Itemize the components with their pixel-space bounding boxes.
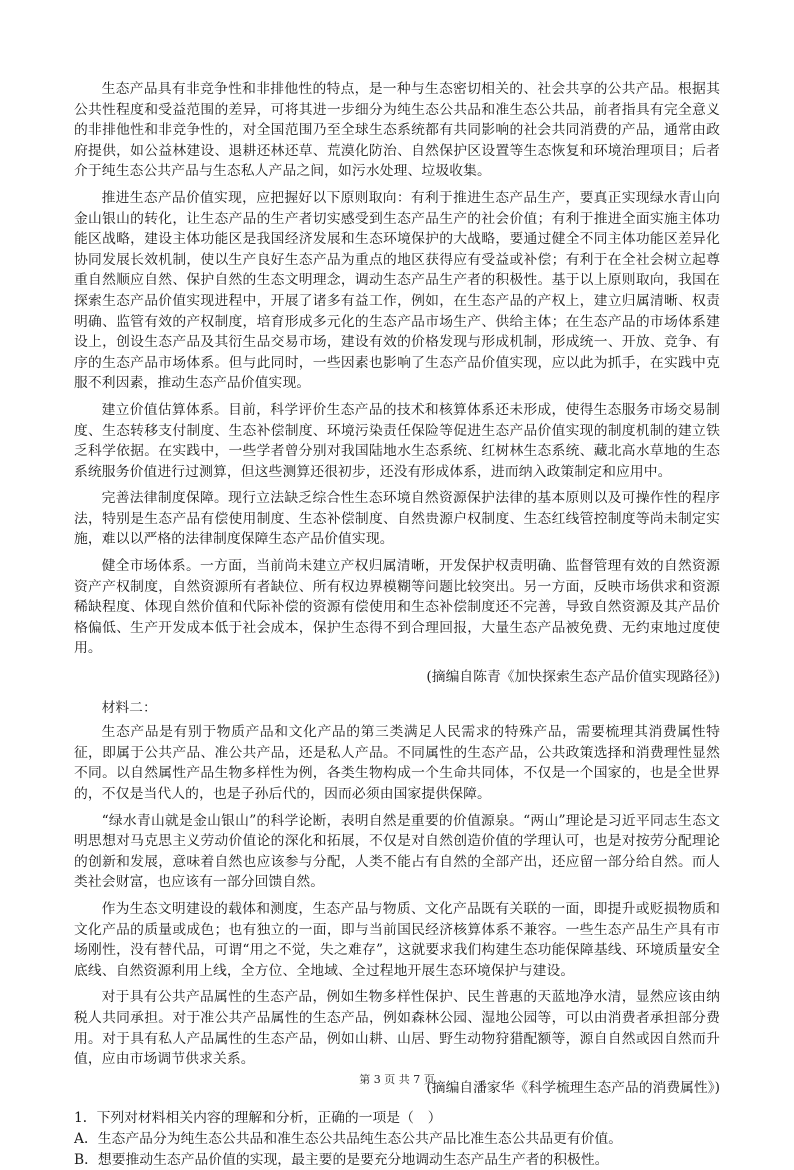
material2-section xyxy=(74,698,720,1099)
material2-source: (摘编自潘家华《科学梳理生态产品的消费属性》) xyxy=(74,1078,720,1099)
question-1-option-b: B．想要推动生态产品价值的实现，最主要的是要充分地调动生态产品生产者的积极性。 xyxy=(74,1150,720,1170)
material1-source: (摘编自陈青《加快探索生态产品价值实现路径》) xyxy=(74,667,720,688)
material1-paragraph-2: 推进生态产品价值实现，应把握好以下原则取向：有利于推进生态产品生产，要真正实现绿水青山向金山银山的转化，让生态产品的生产者切实感受到生态产品生产的社会价值；有利于推进全面实施主体功能区战略，建设主体功能区是我国经济发展和生态环境保护的大战略，要通过健全不同主体功能区差异化协同发展长效机制，使以生产良好生态产品为重点的地区获得应有受益或补偿；有利于在全社会树立起尊重自然顺应自然、保护自然的生态文明理念，调动生态产品生产者的积极性。基于以上原则取向，我国在探索生态产品价值实现进程中，开展了诸多有益工作，例如，在生态产品的产权上，建立归属清晰、权责明确、监管有效的产权制度，培育形成多元化的生态产品市场生产、供给主体；在生态产品的市场体系建设上，创设生态产品及其衍生品交易市场，建设有效的价格发现与形成机制，形成统一、开放、竞争、有序的生态产品市场体系。但与此同时，一些因素也影响了生态产品价值实现，应以此为抓手，在实践中克服不利因素，推动生态产品价值实现。 xyxy=(74,188,720,394)
material1-paragraph-4: 完善法律制度保障。现行立法缺乏综合性生态环境自然资源保护法律的基本原则以及可操作性的程序法，特别是生态产品有偿使用制度、生态补偿制度、自然贵源户权制度、生态红线管控制度等尚未制定实施，难以以严格的法律制度保障生态产品价值实现。 xyxy=(74,488,720,550)
material2-paragraph-1: 生态产品是有别于物质产品和文化产品的第三类满足人民需求的特殊产品，需要梳理其消费属性特征，即属于公共产品、准公共产品，还是私人产品。不同属性的生态产品，公共政策选择和消费理性显然不同。以自然属性产品生物多样性为例，各类生物构成一个生命共同体，不仅是一个国家的，也是全世界的，不仅是当代人的，也是子孙后代的，因而必须由国家提供保障。 xyxy=(74,722,720,804)
material2-paragraph-3: 作为生态文明建设的载体和测度，生态产品与物质、文化产品既有关联的一面，即提升或贬损物质和文化产品的质量或成色；也有独立的一面，即与当前国民经济核算体系不兼容。一些生态产品生产具有市场刚性，没有替代品，可谓“用之不觉，失之难存”，这就要求我们构建生态功能保障基线、环境质量安全底线、自然资源利用上线，全方位、全地域、全过程地开展生态环境保护与建设。 xyxy=(74,899,720,981)
material1-paragraph-5: 健全市场体系。一方面，当前尚未建立产权归属清晰，开发保护权责明确、监督管理有效的自然资源资产产权制度，自然资源所有者缺位、所有权边界模糊等问题比较突出。另一方面，反映市场供求和资源稀缺程度、体现自然价值和代际补偿的资源有偿使用和生态补偿制度还不完善，导致自然资源及其产品价格偏低、生产开发成本低于社会成本，保护生态得不到合理回报，大量生态产品被免费、无约束地过度使用。 xyxy=(74,556,720,659)
material2-heading: 材料二： xyxy=(74,698,720,719)
material1-paragraph-1: 生态产品具有非竞争性和非排他性的特点，是一种与生态密切相关的、社会共享的公共产品。根据其公共性程度和受益范围的差异，可将其进一步细分为纯生态公共品和准生态公共品，前者指具有完全意义的非排他性和非竞争性的，对全国范围乃至全球生态系统都有共同影响的社会共同消费的产品，通常由政府提供，如公益林建设、退耕还林还草、荒漠化防治、自然保护区设置等生态恢复和环境治理项目；后者介于纯生态公共产品与生态私人产品之间，如污水处理、垃圾收集。 xyxy=(74,79,720,182)
material2-paragraph-4: 对于具有公共产品属性的生态产品，例如生物多样性保护、民生普惠的天蓝地净水清，显然应该由纳税人共同承担。对于准公共产品属性的生态产品，例如森林公园、湿地公园等，可以由消费者承担部分费用。对于具有私人产品属性的生态产品，例如山耕、山居、野生动物狩猎配额等，源自自然或因自然而升值，应由市场调节供求关系。 xyxy=(74,987,720,1069)
page-footer: 第 3 页 共 7 页 xyxy=(0,1073,794,1087)
material1-paragraph-3: 建立价值估算体系。目前，科学评价生态产品的技术和核算体系还未形成，使得生态服务市场交易制度、生态转移支付制度、生态补偿制度、环境污染责任保险等促进生态产品价值实现的制度机制的建立铁乏科学依据。在实践中，一些学者曾分别对我国陆地水生态系统、红树林生态系统、藏北高水草地的生态系统服务价值进行过测算，但这些测算还很初步，还没有形成体系，进而纳入政策制定和应用中。 xyxy=(74,400,720,482)
material2-paragraph-2: “绿水青山就是金山银山”的科学论断，表明自然是重要的价值源泉。“两山”理论是习近平同志生态文明思想对马克思主义劳动价值论的深化和拓展，不仅是对自然创造价值的学理认可，也是对按劳分配理论的创新和发展，意味着自然也应该参与分配，人类不能占有自然的全部产出，还应留一部分给自然。而人类社会财富，也应该有一部分回馈自然。 xyxy=(74,811,720,893)
question-1 xyxy=(74,1108,720,1170)
material1-section xyxy=(74,79,720,688)
question-1-stem: 1．下列对材料相关内容的理解和分析，正确的一项是（ ） xyxy=(74,1108,720,1129)
question-1-option-a: A．生态产品分为纯生态公共品和准生态公共品纯生态公共产品比准生态公共品更有价值。 xyxy=(74,1129,720,1150)
document-page xyxy=(74,79,720,1170)
